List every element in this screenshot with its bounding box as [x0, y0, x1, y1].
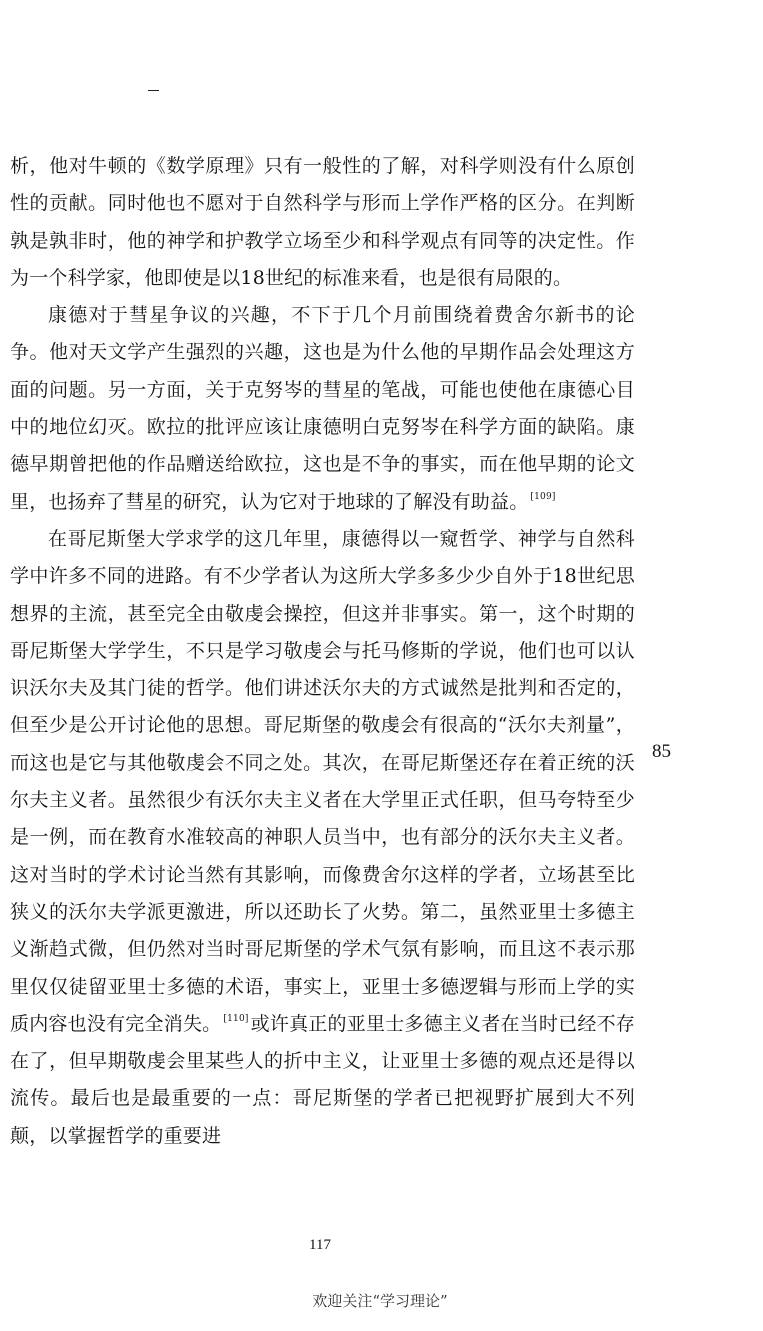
paragraph	[10, 148, 635, 297]
paragraph	[10, 297, 635, 521]
paragraph-text: 在哥尼斯堡大学求学的这几年里，康德得以一窥哲学、神学与自然科学中许多不同的进路。有不少学者认为这所大学多多少少自外于18世纪思想界的主流，甚至完全由敬虔会操控，但这并非事实。第一，这个时期的哥尼斯堡大学学生，不只是学习敬虔会与托马修斯的学说，他们也可以认识沃尔夫及其门徒的哲学。他们讲述沃尔夫的方式诚然是批判和否定的，但至少是公开讨论他的思想。哥尼斯堡的敬虔会有很高的“沃尔夫剂量”，而这也是它与其他敬虔会不同之处。其次，在哥尼斯堡还存在着正统的沃尔夫主义者。虽然很少有沃尔夫主义者在大学里正式任职，但马夸特至少是一例，而在教育水准较高的神职人员当中，也有部分的沃尔夫主义者。这对当时的学术讨论当然有其影响，而像费舍尔这样的学者，立场甚至比狭义的沃尔夫学派更激进，所以还助长了火势。第二，虽然亚里士多德主义渐趋式微，但仍然对当时哥尼斯堡的学术气氛有影响，而且这不表示那里仅仅徒留亚里士多德的术语，事实上，亚里士多德逻辑与形而上学的实质内容也没有完全消失。	[10, 527, 635, 1035]
footnote-ref: [109]	[530, 491, 556, 502]
paragraph-text: 或许真正的亚里士多德主义者在当时已经不存在了，但早期敬虔会里某些人的折中主义，让亚里士多德的观点还是得以流传。最后也是最重要的一点：哥尼斯堡的学者已把视野扩展到大不列颠，以掌握哲学的重要进	[10, 1012, 635, 1147]
page-number: 117	[309, 1237, 331, 1253]
paragraph-text: 康德对于彗星争议的兴趣，不下于几个月前围绕着费舍尔新书的论争。他对天文学产生强烈的兴趣，这也是为什么他的早期作品会处理这方面的问题。另一方面，关于克努岑的彗星的笔战，可能也使他在康德心目中的地位幻灭。欧拉的批评应该让康德明白克努岑在科学方面的缺陷。康德早期曾把他的作品赠送给欧拉，这也是不争的事实，而在他早期的论文里，也扬弃了彗星的研究，认为它对于地球的了解没有助益。	[10, 304, 635, 513]
footnote-ref: [110]	[223, 1013, 249, 1024]
footer-note: 欢迎关注“学习理论”	[312, 1292, 448, 1310]
paragraph	[10, 521, 635, 1155]
paragraph-text: 析，他对牛顿的《数学原理》只有一般性的了解，对科学则没有什么原创性的贡献。同时他也不愿对于自然科学与形而上学作严格的区分。在判断孰是孰非时，他的神学和护教学立场至少和科学观点有同等的决定性。作为一个科学家，他即使是以18世纪的标准来看，也是很有局限的。	[10, 155, 635, 289]
margin-page-number: 85	[652, 741, 671, 762]
header-dash	[148, 90, 159, 91]
main-text	[10, 148, 635, 1155]
